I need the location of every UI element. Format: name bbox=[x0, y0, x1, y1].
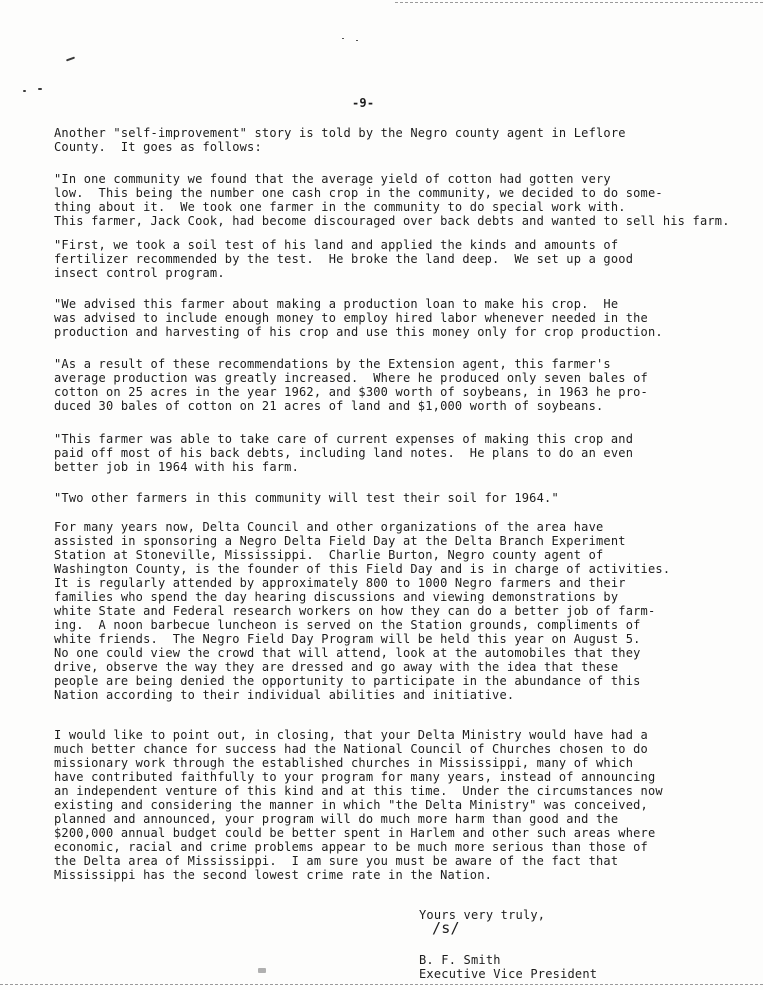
paragraph-quote-community: "In one community we found that the average yield of cotton had gotten very low. This being the number one cash crop in the community, we decided to do some- thing about it. We took one farmer in the community to do special work with. This farmer, Jack Cook, had become discouraged over back debts and wanted to sell his farm. bbox=[54, 172, 730, 228]
paragraph-intro: Another "self-improvement" story is told by the Negro county agent in Leflore County. It goes as follows: bbox=[54, 126, 626, 154]
paragraph-closing-remarks: I would like to point out, in closing, that your Delta Ministry would have had a much better chance for success had the National Council of Churches chosen to do missionary work through the established churches in Mississippi, many of which have contributed faithfully to your program for many years, instead of announcing an independent venture of this kind and at this time. Under the circumstances now existing and considering the manner in which "the Delta Ministry" was conceived, planned and announced, your program will do much more harm than good and the $200,000 annual budget could be better spent in Harlem and other such areas where economic, racial and crime problems appear to be much more serious than those of the Delta area of Mississippi. I am sure you must be aware of the fact that Mississippi has the second lowest crime rate in the Nation. bbox=[54, 728, 663, 882]
paragraph-quote-results: "As a result of these recommendations by the Extension agent, this farmer's average production was greatly increased. Where he produced only seven bales of cotton on 25 acres in the year 1962, and $300 worth of soybeans, in 1963 he pro- duced 30 bales of cotton on 21 acres of land and $1,000 worth of soybeans. bbox=[54, 357, 648, 413]
scan-speck bbox=[66, 57, 75, 62]
page-number: -9- bbox=[352, 96, 375, 110]
signer-name: B. F. Smith bbox=[419, 953, 501, 967]
paragraph-quote-production-loan: "We advised this farmer about making a production loan to make his crop. He was advised to include enough money to employ hired labor whenever needed in the production and harvesting of his crop and use this money only for crop production. bbox=[54, 297, 663, 339]
paragraph-field-day: For many years now, Delta Council and other organizations of the area have assisted in sponsoring a Negro Delta Field Day at the Delta Branch Experiment Station at Stoneville, Mississippi. Charlie Burton, Negro county agent of Washington County, is the founder of this Field Day and is in charge of activities. It is regularly attended by approximately 800 to 1000 Negro farmers and their families who spend the day hearing discussions and viewing demonstrations by white State and Federal research workers on how they can do a better job of farm- ing. A noon barbecue luncheon is served on the Station grounds, compliments of white friends. The Negro Field Day Program will be held this year on August 5. No one could view the crowd that will attend, look at the automobiles that they drive, observe the way they are dressed and go away with the idea that these people are being denied the opportunity to participate in the abundance of this Nation according to their individual abilities and initiative. bbox=[54, 520, 671, 702]
signature-mark: /s/ bbox=[432, 919, 460, 937]
scan-speck bbox=[342, 38, 344, 39]
scan-speck bbox=[356, 40, 358, 41]
complimentary-close: Yours very truly, bbox=[419, 908, 546, 922]
bottom-scan-border bbox=[0, 984, 763, 985]
paragraph-quote-soil-1964: "Two other farmers in this community will test their soil for 1964." bbox=[54, 491, 559, 505]
scan-speck bbox=[258, 968, 266, 973]
scan-speck bbox=[38, 88, 42, 90]
paragraph-quote-debts: "This farmer was able to take care of current expenses of making this crop and paid off most of his back debts, including land notes. He plans to do an even better job in 1964 with his farm. bbox=[54, 432, 634, 474]
top-scan-border bbox=[395, 2, 763, 3]
scan-speck bbox=[23, 90, 26, 92]
paragraph-quote-soil-test: "First, we took a soil test of his land and applied the kinds and amounts of fertilizer recommended by the test. He broke the land deep. We set up a good insect control program. bbox=[54, 238, 634, 280]
signer-title: Executive Vice President bbox=[419, 967, 598, 981]
